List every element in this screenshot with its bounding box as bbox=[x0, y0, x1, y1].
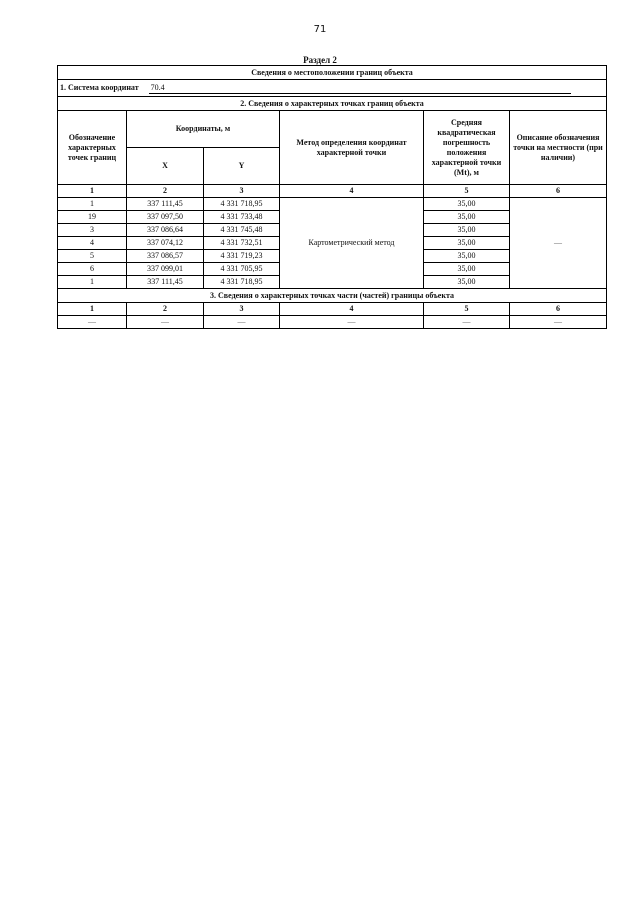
coord-system-row bbox=[58, 80, 607, 97]
error-cell: 35,00 bbox=[424, 224, 510, 237]
col-number: 2 bbox=[127, 185, 204, 198]
error-cell: 35,00 bbox=[424, 276, 510, 289]
x-cell: 337 097,50 bbox=[127, 211, 204, 224]
x-cell: 337 086,57 bbox=[127, 250, 204, 263]
error-cell: 35,00 bbox=[424, 211, 510, 224]
table-row bbox=[58, 198, 607, 211]
point-cell: 3 bbox=[58, 224, 127, 237]
point-cell: 1 bbox=[58, 198, 127, 211]
y-cell: 4 331 745,48 bbox=[204, 224, 280, 237]
section1-banner: Сведения о местоположении границ объекта bbox=[58, 66, 607, 80]
page-number: 71 bbox=[313, 24, 327, 35]
empty-cell: — bbox=[204, 316, 280, 329]
col-number: 3 bbox=[204, 185, 280, 198]
coord-system-value: 70.4 bbox=[149, 83, 571, 94]
y-cell: 4 331 718,95 bbox=[204, 276, 280, 289]
point-cell: 4 bbox=[58, 237, 127, 250]
error-cell: 35,00 bbox=[424, 198, 510, 211]
header-method: Метод определения координат характерной точки bbox=[280, 111, 424, 185]
col-number: 2 bbox=[127, 303, 204, 316]
y-cell: 4 331 719,23 bbox=[204, 250, 280, 263]
header-error: Средняя квадратическая погрешность положения характерной точки (Mt), м bbox=[424, 111, 510, 185]
error-cell: 35,00 bbox=[424, 250, 510, 263]
col-number: 4 bbox=[280, 303, 424, 316]
point-cell: 6 bbox=[58, 263, 127, 276]
col-number: 6 bbox=[510, 303, 607, 316]
col-number: 1 bbox=[58, 185, 127, 198]
x-cell: 337 111,45 bbox=[127, 198, 204, 211]
section-title: Раздел 2 bbox=[303, 55, 337, 65]
method-cell: Картометрический метод bbox=[280, 198, 424, 289]
empty-cell: — bbox=[510, 316, 607, 329]
header-x: X bbox=[127, 148, 204, 185]
col-number: 5 bbox=[424, 303, 510, 316]
x-cell: 337 111,45 bbox=[127, 276, 204, 289]
description-cell: — bbox=[510, 198, 607, 289]
error-cell: 35,00 bbox=[424, 237, 510, 250]
col-number: 3 bbox=[204, 303, 280, 316]
col-number: 6 bbox=[510, 185, 607, 198]
error-cell: 35,00 bbox=[424, 263, 510, 276]
col-number: 1 bbox=[58, 303, 127, 316]
header-coordinates: Координаты, м bbox=[127, 111, 280, 148]
y-cell: 4 331 732,51 bbox=[204, 237, 280, 250]
section2-banner: 2. Сведения о характерных точках границ объекта bbox=[58, 97, 607, 111]
point-cell: 19 bbox=[58, 211, 127, 224]
header-designation: Обозначение характерных точек границ bbox=[58, 111, 127, 185]
header-description: Описание обозначения точки на местности (при наличии) bbox=[510, 111, 607, 185]
y-cell: 4 331 718,95 bbox=[204, 198, 280, 211]
coord-system-label: 1. Система координат bbox=[60, 82, 139, 92]
empty-cell: — bbox=[424, 316, 510, 329]
section3-banner: 3. Сведения о характерных точках части (частей) границы объекта bbox=[58, 289, 607, 303]
col-number: 5 bbox=[424, 185, 510, 198]
header-y: Y bbox=[204, 148, 280, 185]
y-cell: 4 331 705,95 bbox=[204, 263, 280, 276]
x-cell: 337 074,12 bbox=[127, 237, 204, 250]
empty-cell: — bbox=[280, 316, 424, 329]
boundary-table bbox=[57, 65, 607, 329]
x-cell: 337 099,01 bbox=[127, 263, 204, 276]
point-cell: 5 bbox=[58, 250, 127, 263]
empty-cell: — bbox=[58, 316, 127, 329]
x-cell: 337 086,64 bbox=[127, 224, 204, 237]
empty-cell: — bbox=[127, 316, 204, 329]
point-cell: 1 bbox=[58, 276, 127, 289]
y-cell: 4 331 733,48 bbox=[204, 211, 280, 224]
col-number: 4 bbox=[280, 185, 424, 198]
